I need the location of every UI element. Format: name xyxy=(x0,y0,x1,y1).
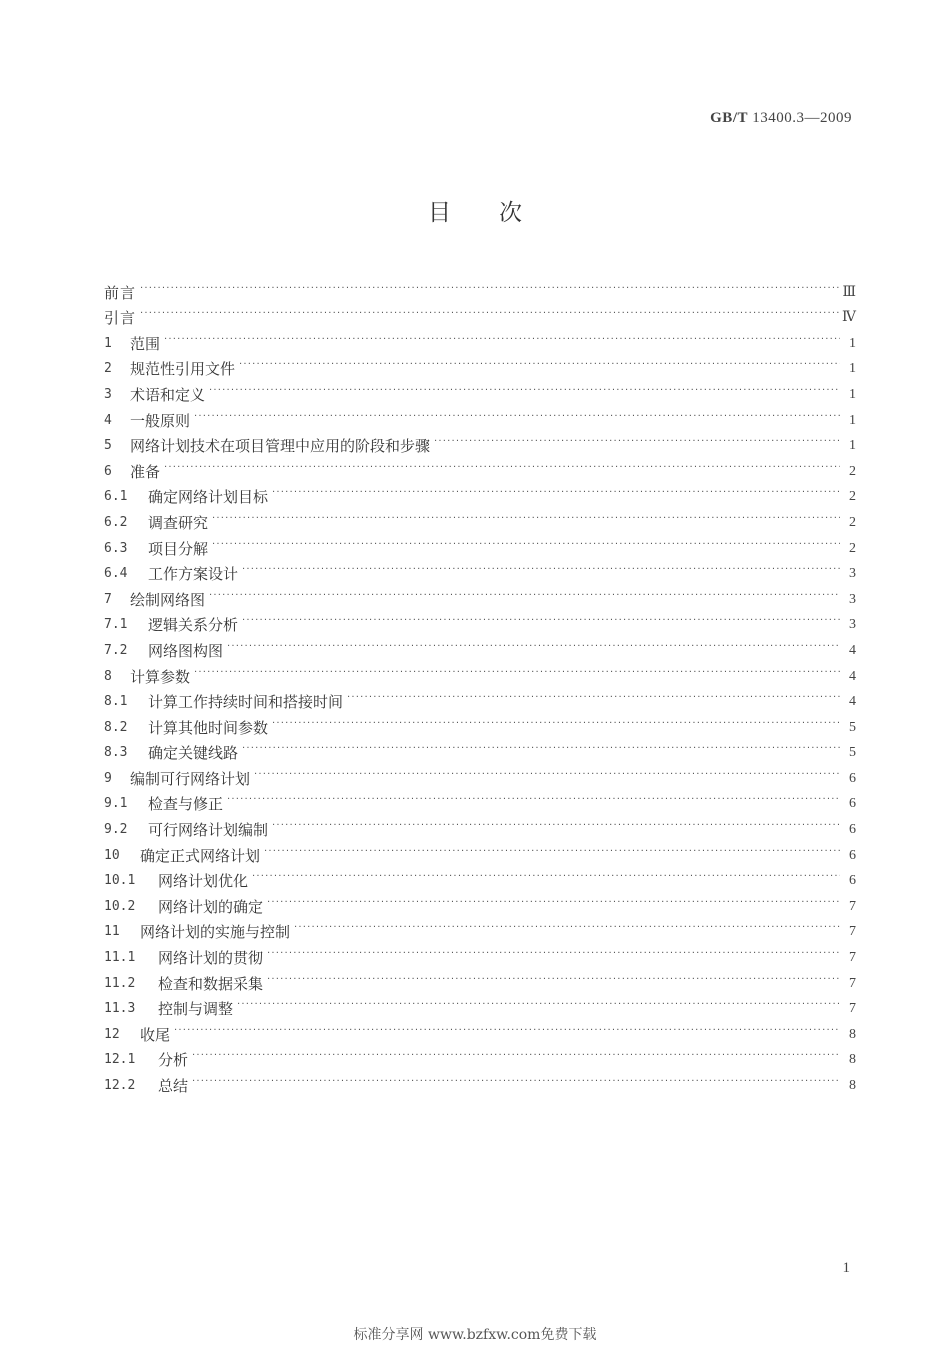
toc-entry-label: 工作方案设计 xyxy=(148,565,239,584)
toc-entry-label: 总结 xyxy=(158,1077,189,1095)
toc-leader-dots xyxy=(212,535,840,555)
toc-entry-label: 检查与修正 xyxy=(148,795,224,814)
toc-entry-label: 编制可行网络计划 xyxy=(130,769,251,788)
toc-leader-dots xyxy=(264,842,840,862)
toc-entry-label: 范围 xyxy=(130,334,161,353)
toc-entry-label: 准备 xyxy=(130,462,161,481)
toc-entry-number: 6.1 xyxy=(104,489,128,505)
toc-entry-page: 1 xyxy=(849,438,856,454)
toc-entry[interactable] xyxy=(104,354,856,380)
toc-entry[interactable] xyxy=(104,968,856,994)
toc-entry[interactable] xyxy=(104,712,856,738)
toc-entry-page: 3 xyxy=(849,591,856,607)
toc-entry-page: Ⅲ xyxy=(842,284,856,300)
toc-entry-page: 2 xyxy=(849,489,856,505)
toc-entry-number: 8.3 xyxy=(104,745,128,761)
toc-entry-label: 确定正式网络计划 xyxy=(140,846,261,865)
toc-leader-dots xyxy=(194,663,840,683)
toc-entry-page: 2 xyxy=(849,540,856,556)
toc-leader-dots xyxy=(192,1046,840,1066)
toc-entry-number: 9.1 xyxy=(104,796,128,812)
toc-leader-dots xyxy=(164,330,840,350)
toc-leader-dots xyxy=(174,1021,840,1041)
toc-entry[interactable] xyxy=(104,866,856,892)
toc-entry[interactable] xyxy=(104,456,856,482)
toc-entry-page: 5 xyxy=(849,719,856,735)
toc-entry[interactable] xyxy=(104,610,856,636)
toc-entry-number: 7.1 xyxy=(104,617,128,633)
toc-entry-number: 8.2 xyxy=(104,719,128,735)
toc-entry-page: 4 xyxy=(849,642,856,658)
toc-entry-label: 逻辑关系分析 xyxy=(148,616,239,635)
toc-entry-page: 8 xyxy=(849,1026,856,1042)
toc-entry-label: 控制与调整 xyxy=(158,1000,234,1019)
standard-code-prefix: GB/T xyxy=(710,110,748,126)
toc-entry-page: 7 xyxy=(849,950,856,966)
toc-entry-label: 确定网络计划目标 xyxy=(148,488,269,507)
toc-entry-number: 11.1 xyxy=(104,950,136,966)
toc-entry-number: 2 xyxy=(104,361,112,377)
toc-leader-dots xyxy=(272,714,840,734)
toc-entry[interactable] xyxy=(104,482,856,508)
toc-entry-number: 8.1 xyxy=(104,694,128,710)
toc-entry-page: 6 xyxy=(849,770,856,786)
toc-entry-page: 3 xyxy=(849,566,856,582)
toc-leader-dots xyxy=(212,509,840,529)
toc-entry-label: 计算其他时间参数 xyxy=(148,718,269,737)
toc-entry[interactable] xyxy=(104,661,856,687)
toc-entry-number: 10 xyxy=(104,847,120,863)
toc-entry-label: 术语和定义 xyxy=(130,385,206,404)
toc-entry-label: 网络计划的确定 xyxy=(158,897,264,916)
toc-entry-number: 12.2 xyxy=(104,1078,136,1093)
toc-entry-number: 10.1 xyxy=(104,873,136,889)
toc-entry[interactable] xyxy=(104,891,856,917)
toc-leader-dots xyxy=(347,688,840,708)
toc-entry-label: 网络计划优化 xyxy=(158,872,249,891)
toc-leader-dots xyxy=(267,970,840,990)
toc-entry-label: 规范性引用文件 xyxy=(130,360,236,379)
toc-entry-label: 一般原则 xyxy=(130,411,191,430)
toc-leader-dots xyxy=(242,560,840,580)
page-title: 目次 xyxy=(428,200,570,226)
toc-entry-number: 4 xyxy=(104,412,112,428)
toc-entry-label: 网络计划技术在项目管理中应用的阶段和步骤 xyxy=(130,437,431,456)
toc-entry-label: 网络计划的实施与控制 xyxy=(140,923,291,942)
toc-entry-page: 6 xyxy=(849,847,856,863)
toc-entry-label: 网络图构图 xyxy=(148,641,224,660)
toc-entry-number: 11.3 xyxy=(104,1001,136,1017)
watermark-text: 标准分享网 www.bzfxw.com免费下载 xyxy=(353,1327,597,1343)
toc-entry[interactable] xyxy=(104,763,856,789)
toc-entry[interactable] xyxy=(104,431,856,457)
toc-entry-label: 计算参数 xyxy=(130,667,191,686)
toc-entry[interactable] xyxy=(104,789,856,815)
toc-entry-page: 1 xyxy=(849,412,856,428)
toc-entry[interactable] xyxy=(104,277,856,303)
standard-code xyxy=(710,110,852,127)
toc-leader-dots xyxy=(140,304,840,324)
toc-leader-dots xyxy=(272,483,840,503)
toc-entry-page: 2 xyxy=(849,514,856,530)
toc-entry-number: 7.2 xyxy=(104,642,128,658)
toc-leader-dots xyxy=(194,407,840,427)
toc-entry-label: 确定关键线路 xyxy=(148,744,239,763)
toc-entry-label: 引言 xyxy=(104,309,137,328)
toc-entry-label: 计算工作持续时间和搭接时间 xyxy=(148,693,344,712)
toc-entry-page: 7 xyxy=(849,898,856,914)
toc-entry-page: 4 xyxy=(849,694,856,710)
toc-entry[interactable] xyxy=(104,814,856,840)
toc-entry-label: 网络计划的贯彻 xyxy=(158,949,264,968)
toc-leader-dots xyxy=(164,458,840,478)
toc-entry[interactable] xyxy=(104,1019,856,1045)
toc-leader-dots xyxy=(237,995,840,1015)
toc-entry-label: 前言 xyxy=(104,283,137,302)
toc-entry-number: 11 xyxy=(104,924,120,940)
toc-leader-dots xyxy=(239,355,840,375)
toc-entry-page: 6 xyxy=(849,796,856,812)
toc-entry-page: 1 xyxy=(849,335,856,351)
toc-entry-number: 12.1 xyxy=(104,1052,136,1068)
toc-leader-dots xyxy=(227,790,840,810)
toc-entry-page: 5 xyxy=(849,745,856,761)
toc-leader-dots xyxy=(252,867,840,887)
toc-entry-page: 6 xyxy=(849,822,856,838)
toc-entry-number: 6.3 xyxy=(104,540,128,556)
toc-entry-label: 调查研究 xyxy=(148,513,209,532)
toc-entry-page: 1 xyxy=(849,361,856,377)
toc-entry-label: 收尾 xyxy=(140,1025,171,1044)
toc-entry-page: 1 xyxy=(849,386,856,402)
toc-entry[interactable] xyxy=(104,994,856,1020)
page-number: 1 xyxy=(842,1260,850,1276)
toc-entry-page: 7 xyxy=(849,1001,856,1017)
toc-entry-number: 6 xyxy=(104,463,112,479)
toc-leader-dots xyxy=(272,816,840,836)
toc-entry-number: 3 xyxy=(104,386,112,402)
toc-entry[interactable] xyxy=(104,303,856,329)
toc-entry-number: 12 xyxy=(104,1026,120,1042)
toc-entry[interactable] xyxy=(104,942,856,968)
standard-code-number: 13400.3—2009 xyxy=(752,110,852,126)
toc-entry-number: 5 xyxy=(104,438,112,454)
toc-entry-number: 11.2 xyxy=(104,975,136,991)
toc-entry-page: 8 xyxy=(849,1052,856,1068)
toc-entry[interactable] xyxy=(104,917,856,943)
toc-entry[interactable] xyxy=(104,559,856,585)
toc-leader-dots xyxy=(267,893,840,913)
table-of-contents xyxy=(104,277,856,1096)
toc-entry-page: Ⅳ xyxy=(842,310,856,326)
toc-leader-dots xyxy=(192,1072,840,1092)
toc-leader-dots xyxy=(242,739,840,759)
toc-entry-label: 分析 xyxy=(158,1051,189,1070)
toc-leader-dots xyxy=(254,765,840,785)
toc-entry[interactable] xyxy=(104,840,856,866)
toc-entry-label: 可行网络计划编制 xyxy=(148,821,269,840)
toc-entry[interactable] xyxy=(104,584,856,610)
toc-entry-page: 7 xyxy=(849,924,856,940)
toc-leader-dots xyxy=(434,432,840,452)
toc-entry[interactable] xyxy=(104,328,856,354)
toc-entry-label: 项目分解 xyxy=(148,539,209,558)
toc-entry-page: 8 xyxy=(849,1078,856,1093)
toc-entry[interactable] xyxy=(104,533,856,559)
toc-entry-number: 9 xyxy=(104,770,112,786)
toc-entry-page: 2 xyxy=(849,463,856,479)
toc-entry[interactable] xyxy=(104,507,856,533)
toc-entry[interactable] xyxy=(104,687,856,713)
toc-entry-number: 10.2 xyxy=(104,898,136,914)
toc-leader-dots xyxy=(294,918,840,938)
toc-entry-number: 9.2 xyxy=(104,822,128,838)
toc-entry[interactable] xyxy=(104,379,856,405)
toc-entry-number: 8 xyxy=(104,668,112,684)
toc-entry-number: 1 xyxy=(104,335,112,351)
toc-entry-page: 3 xyxy=(849,617,856,633)
toc-leader-dots xyxy=(209,586,840,606)
toc-entry-label: 绘制网络图 xyxy=(130,590,206,609)
toc-leader-dots xyxy=(209,381,840,401)
toc-entry[interactable] xyxy=(104,738,856,764)
toc-entry-page: 4 xyxy=(849,668,856,684)
toc-entry-number: 6.4 xyxy=(104,566,128,582)
toc-entry[interactable] xyxy=(104,1070,856,1096)
toc-leader-dots xyxy=(227,637,840,657)
toc-leader-dots xyxy=(267,944,840,964)
toc-entry[interactable] xyxy=(104,635,856,661)
toc-entry-page: 7 xyxy=(849,975,856,991)
toc-entry-number: 7 xyxy=(104,591,112,607)
toc-entry-number: 6.2 xyxy=(104,514,128,530)
toc-leader-dots xyxy=(242,611,840,631)
toc-entry[interactable] xyxy=(104,1045,856,1071)
toc-entry-label: 检查和数据采集 xyxy=(158,974,264,993)
toc-entry[interactable] xyxy=(104,405,856,431)
toc-entry-page: 6 xyxy=(849,873,856,889)
toc-leader-dots xyxy=(140,279,840,299)
